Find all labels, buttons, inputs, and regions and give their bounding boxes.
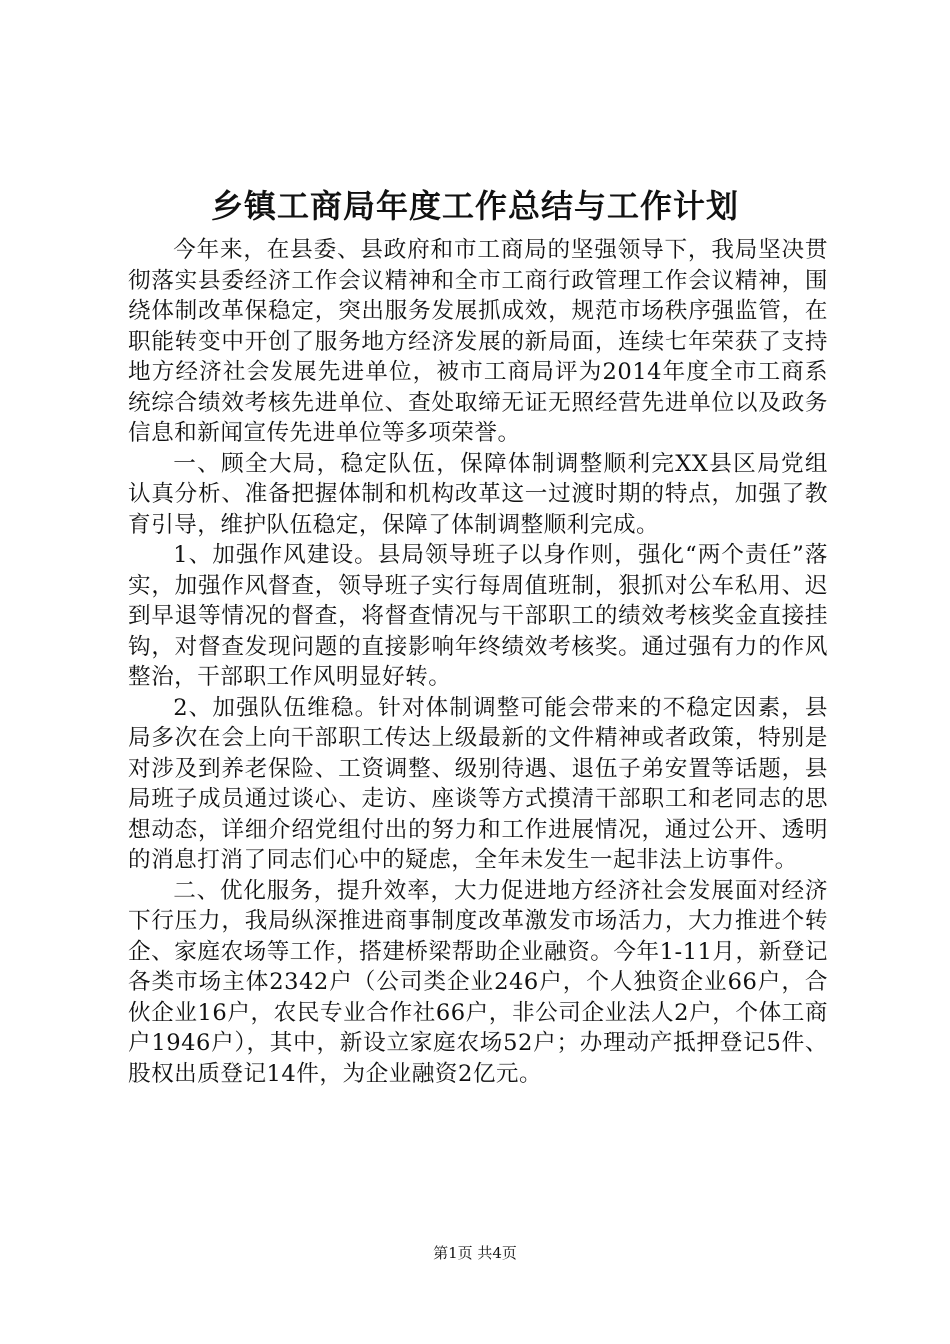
- paragraph-item-2: 2、加强队伍维稳。针对体制调整可能会带来的不稳定因素，县局多次在会上向干部职工传达上级最新的文件精神或者政策，特别是对涉及到养老保险、工资调整、级别待遇、退伍子弟安置等话题，县局班子成员通过谈心、走访、座谈等方式摸清干部职工和老同志的思想动态，详细介绍党组付出的努力和工作进展情况，通过公开、透明的消息打消了同志们心中的疑虑，全年未发生一起非法上访事件。: [128, 694, 828, 873]
- page-number-footer: 第1页 共4页: [433, 1244, 517, 1262]
- document-title: 乡镇工商局年度工作总结与工作计划: [210, 187, 739, 225]
- paragraph-intro: 今年来，在县委、县政府和市工商局的坚强领导下，我局坚决贯彻落实县委经济工作会议精神和全市工商行政管理工作会议精神，围绕体制改革保稳定，突出服务发展抓成效，规范市场秩序强监管，在职能转变中开创了服务地方经济发展的新局面，连续七年荣获了支持地方经济社会发展先进单位，被市工商局评为2014年度全市工商系统综合绩效考核先进单位、查处取缔无证无照经营先进单位以及政务信息和新闻宣传先进单位等多项荣誉。: [128, 237, 828, 446]
- paragraph-section-1: 一、顾全大局，稳定队伍，保障体制调整顺利完XX县区局党组认真分析、准备把握体制和机构改革这一过渡时期的特点，加强了教育引导，维护队伍稳定，保障了体制调整顺利完成。: [128, 450, 828, 538]
- paragraph-section-2: 二、优化服务，提升效率，大力促进地方经济社会发展面对经济下行压力，我局纵深推进商事制度改革激发市场活力，大力推进个转企、家庭农场等工作，搭建桥梁帮助企业融资。今年1-11月，新登记各类市场主体2342户（公司类企业246户，个人独资企业66户，合伙企业16户，农民专业合作社66户，非公司企业法人2户，个体工商户1946户），其中，新设立家庭农场52户；办理动产抵押登记5件、股权出质登记14件，为企业融资2亿元。: [128, 877, 828, 1087]
- paragraph-item-1: 1、加强作风建设。县局领导班子以身作则，强化“两个责任”落实，加强作风督查，领导班子实行每周值班制，狠抓对公车私用、迟到早退等情况的督查，将督查情况与干部职工的绩效考核奖金直接挂钩，对督查发现问题的直接影响年终绩效考核奖。通过强有力的作风整治，干部职工作风明显好转。: [128, 542, 828, 690]
- document-body: [128, 235, 828, 1089]
